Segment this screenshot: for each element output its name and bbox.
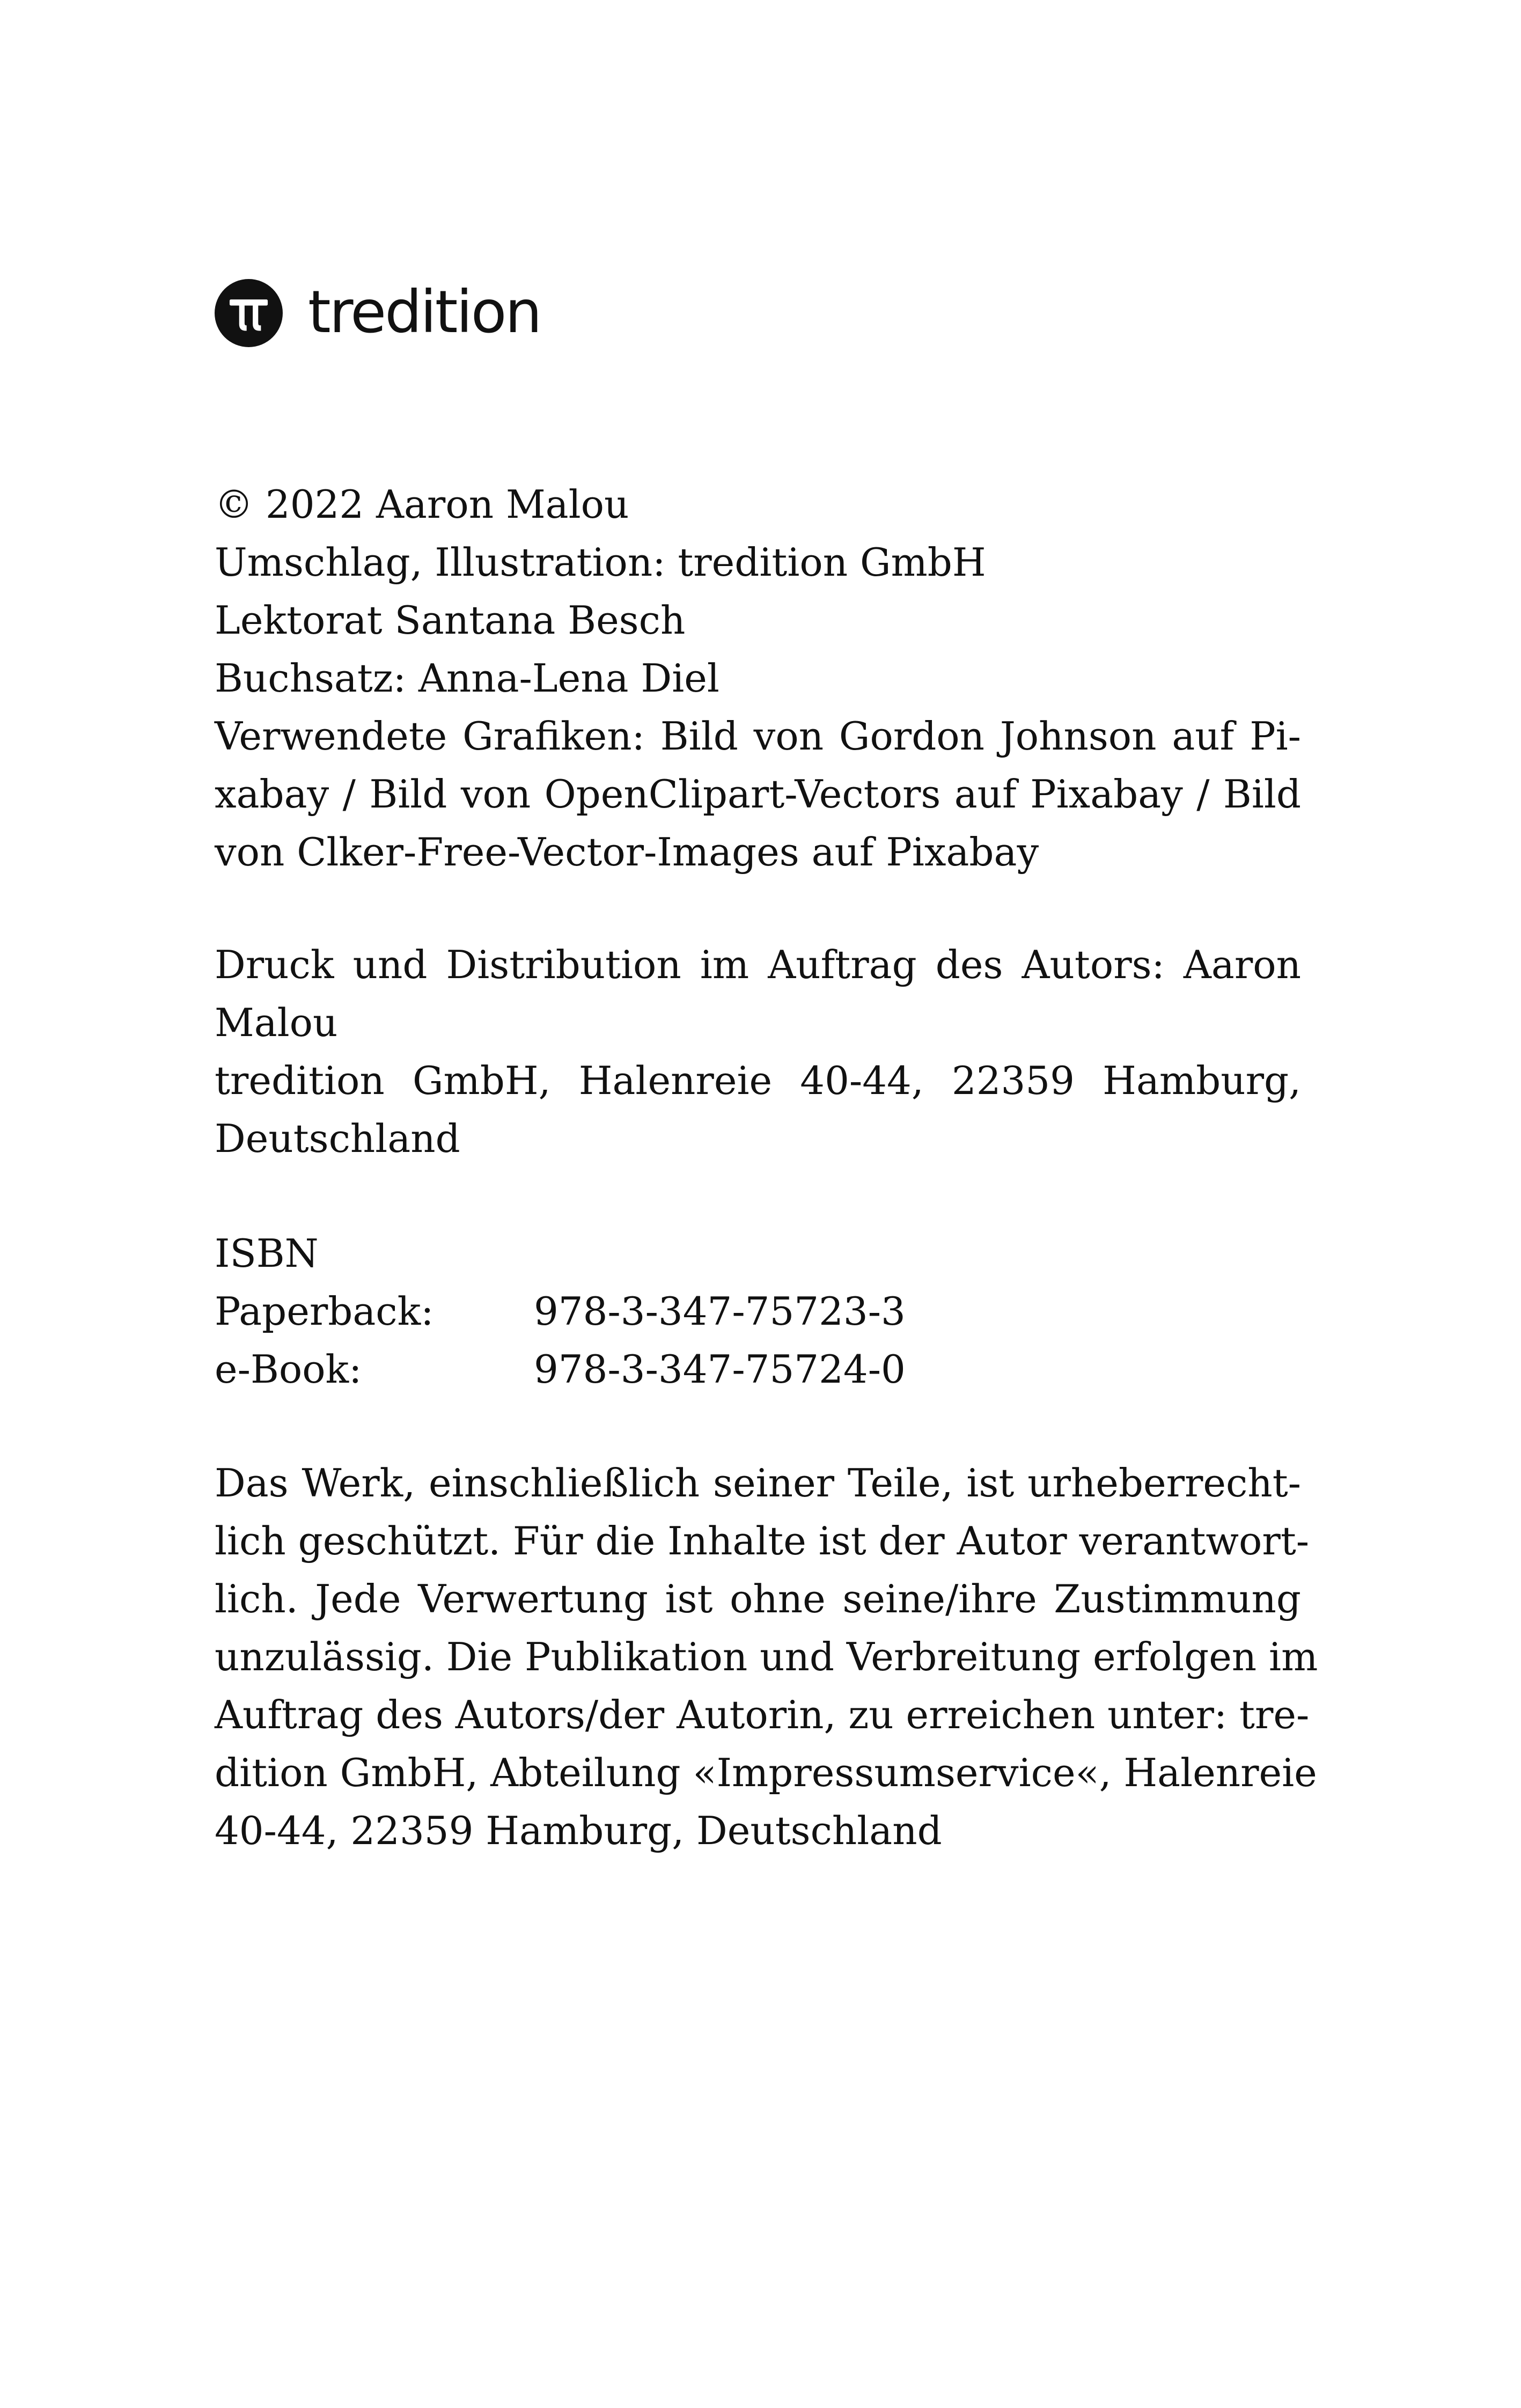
credits-block	[215, 475, 1301, 881]
isbn-row-ebook	[215, 1340, 1301, 1398]
isbn-label: e-Book:	[215, 1347, 362, 1392]
legal-notice-line: unzulässig. Die Publikation und Verbreitung erfolgen im	[215, 1634, 1318, 1679]
cover-credit-line: Umschlag, Illustration: tredition GmbH	[215, 540, 986, 585]
graphics-credit-line: Verwendete Grafiken: Bild von Gordon Johnson auf Pi-	[215, 714, 1301, 759]
copyright-line: © 2022 Aaron Malou	[215, 482, 629, 527]
editing-credit-line: Lektorat Santana Besch	[215, 598, 686, 643]
legal-notice-line: Auftrag des Autors/der Autorin, zu erreichen unter: tre-	[215, 1692, 1310, 1737]
isbn-block	[215, 1224, 1301, 1398]
legal-notice-block	[215, 1454, 1318, 1860]
isbn-number: 978-3-347-75723-3	[534, 1289, 906, 1334]
legal-notice-line: 40-44, 22359 Hamburg, Deutschland	[215, 1808, 942, 1853]
tredition-logo-icon	[215, 279, 283, 347]
isbn-row-paperback	[215, 1282, 1301, 1340]
isbn-heading: ISBN	[215, 1231, 319, 1276]
isbn-number: 978-3-347-75724-0	[534, 1347, 906, 1392]
legal-notice-line: Das Werk, einschließlich seiner Teile, ist urheberrecht-	[215, 1460, 1301, 1506]
print-distribution-block	[215, 936, 1301, 1168]
isbn-label: Paperback:	[215, 1289, 434, 1334]
publisher-wordmark: tredition	[308, 277, 541, 346]
typesetting-credit-line: Buchsatz: Anna-Lena Diel	[215, 656, 719, 701]
legal-notice-line: dition GmbH, Abteilung «Impressumservice«, Halenreie	[215, 1750, 1317, 1795]
distribution-line: Druck und Distribution im Auftrag des Autors: Aaron	[215, 942, 1301, 987]
graphics-credit-line: von Clker-Free-Vector-Images auf Pixabay	[215, 829, 1039, 875]
publisher-logo	[215, 278, 540, 348]
distribution-line: Malou	[215, 1000, 338, 1045]
graphics-credit-line: xabay / Bild von OpenClipart-Vectors auf Pixabay / Bild	[215, 772, 1301, 817]
publisher-address-line: tredition GmbH, Halenreie 40-44, 22359 Hamburg,	[215, 1058, 1301, 1103]
publisher-address-line: Deutschland	[215, 1116, 460, 1161]
legal-notice-line: lich. Jede Verwertung ist ohne seine/ihre Zustimmung	[215, 1576, 1301, 1621]
legal-notice-line: lich geschützt. Für die Inhalte ist der Autor verantwort-	[215, 1518, 1310, 1563]
